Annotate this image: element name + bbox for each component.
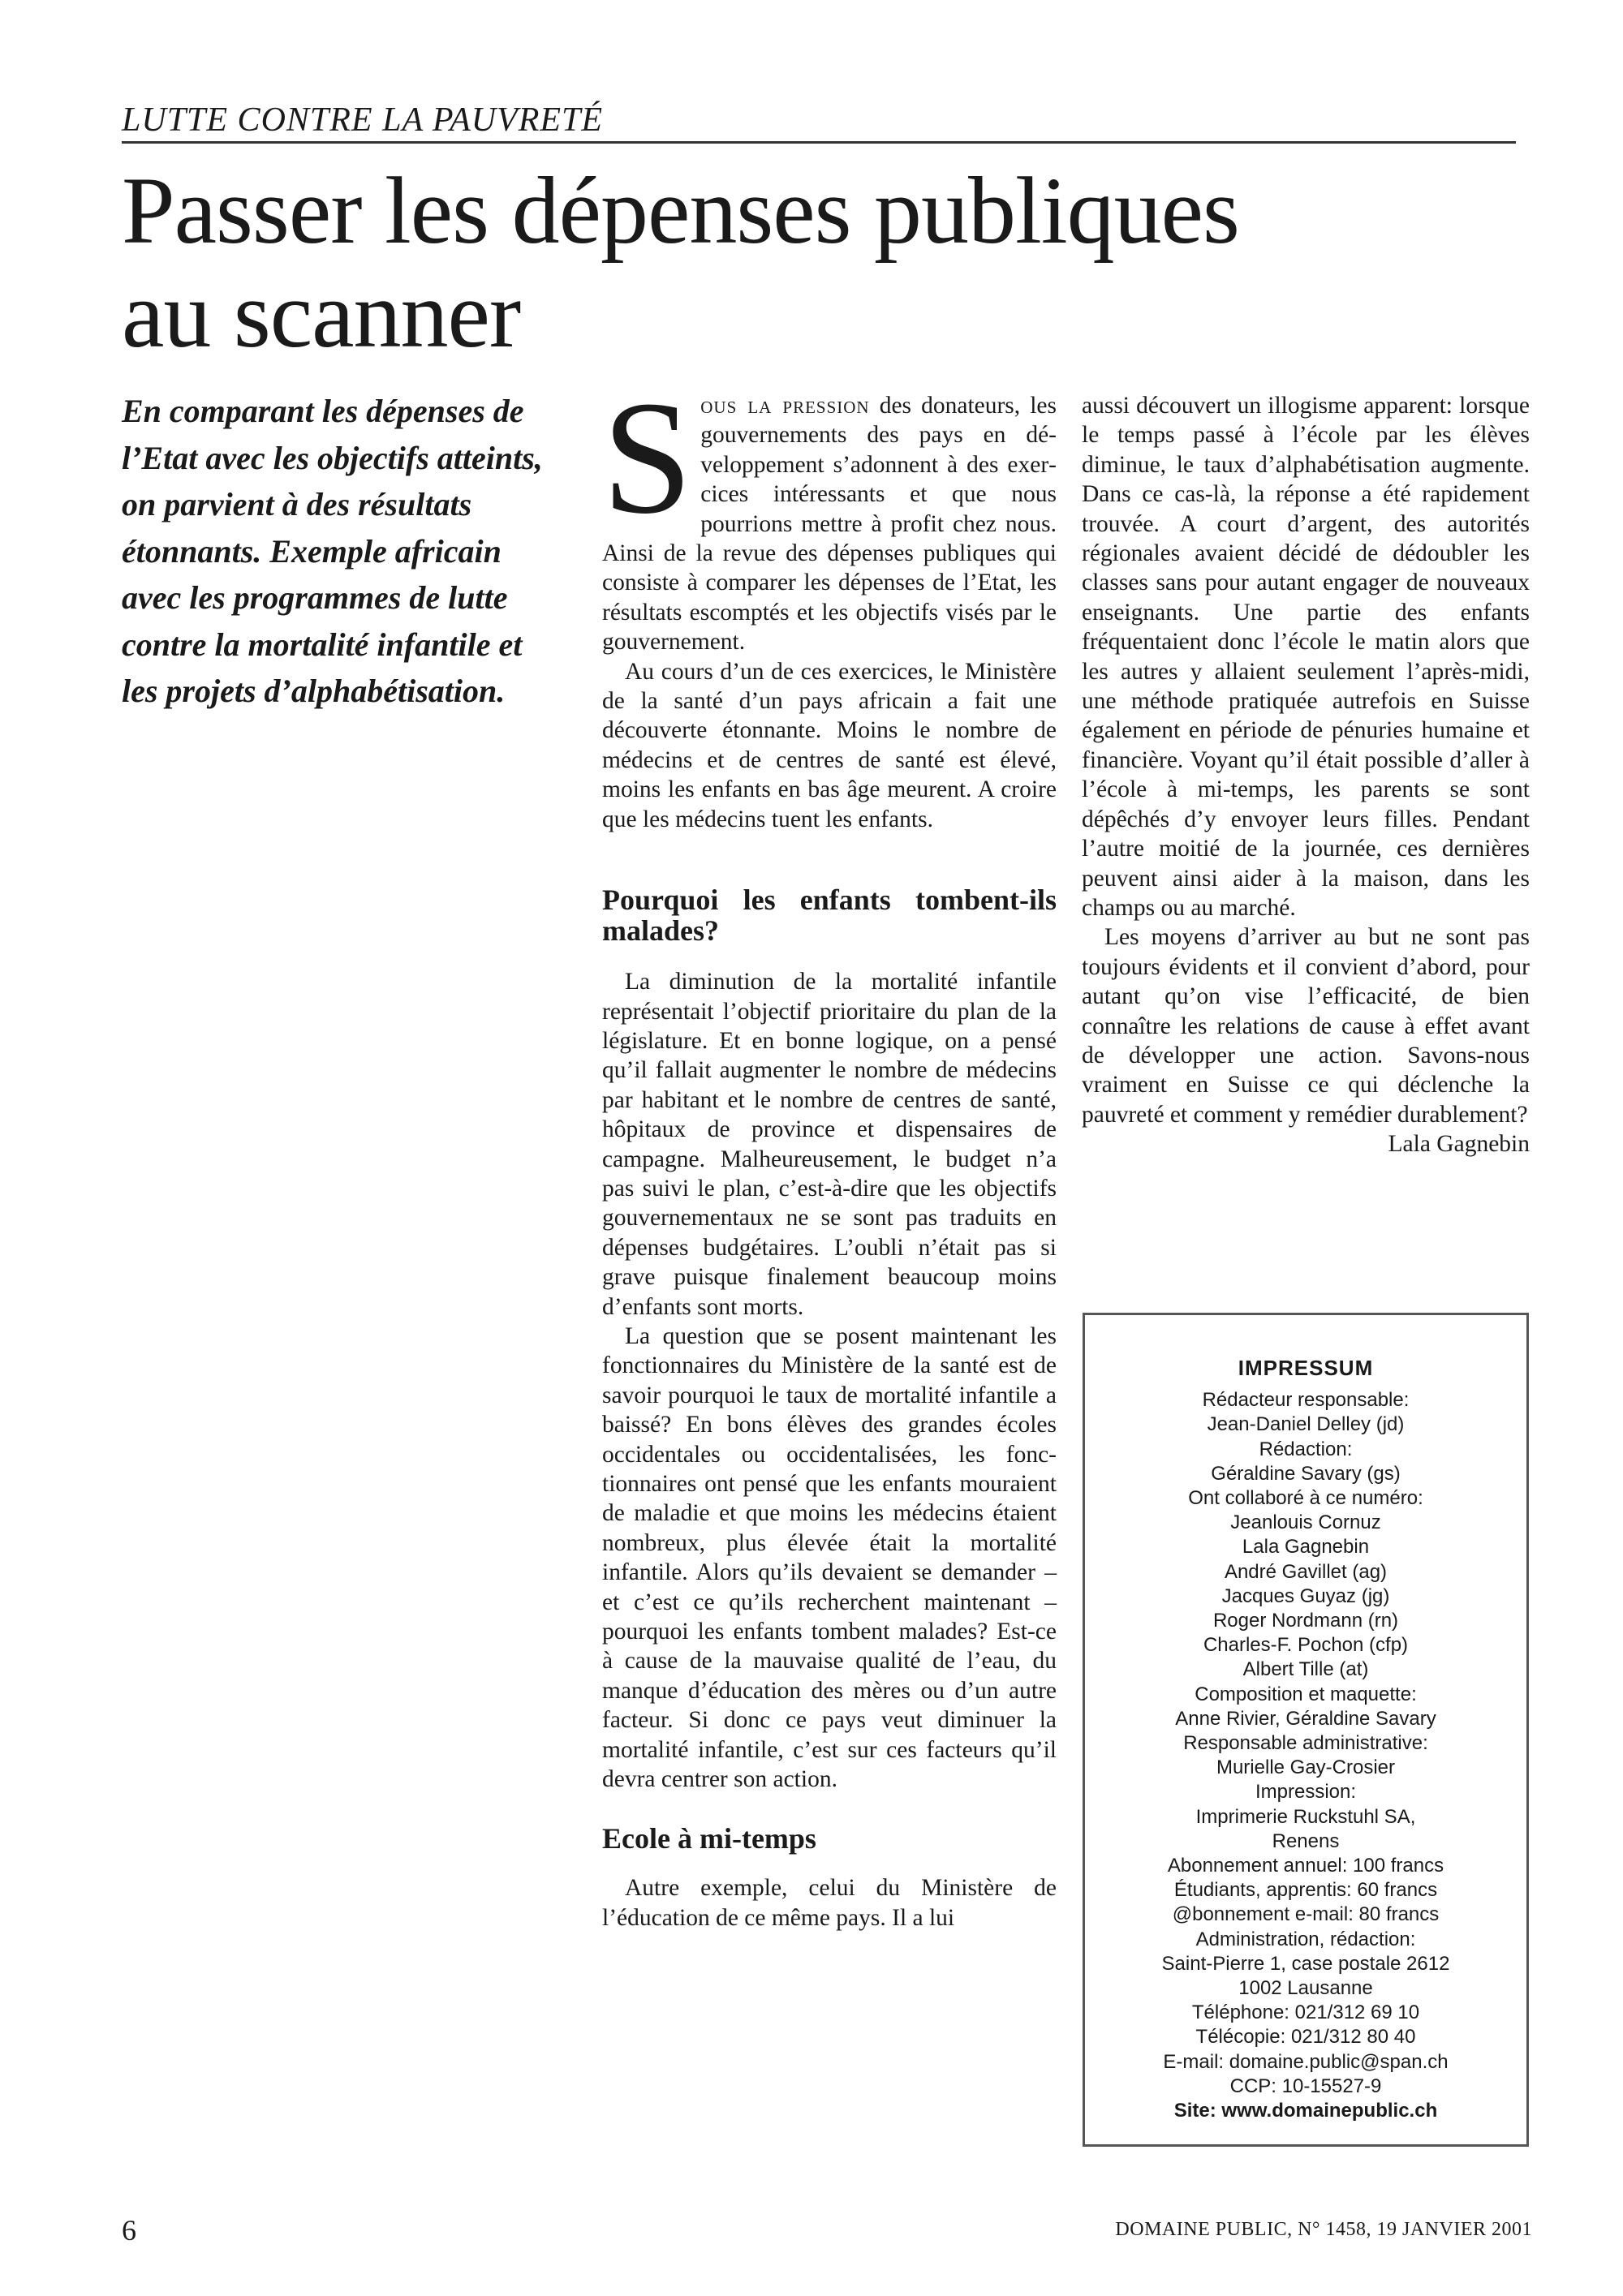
impressum-line: Responsable administrative: bbox=[1183, 1732, 1428, 1755]
impressum-line: Lala Gagnebin bbox=[1242, 1536, 1370, 1559]
impressum-line: Imprimerie Ruckstuhl SA, bbox=[1195, 1805, 1416, 1828]
impressum-line: Ont collaboré à ce numéro: bbox=[1188, 1487, 1423, 1510]
impressum-line: E-mail: domaine.public@span.ch bbox=[1163, 2050, 1449, 2073]
impressum-line: Jacques Guyaz (jg) bbox=[1221, 1584, 1390, 1607]
paragraph-1-text: des donateurs, les gouvernements des pays en développement s’adonnent à des exercices intéressants et que nous pourrions mettre à profit chez nous. Ainsi de la revue des dépenses publiques qui consiste à comparer les dépenses de l’Etat, les résultats escomptés et les objectifs visés par le gouvernement. bbox=[602, 393, 1057, 656]
impressum-line: CCP: 10-15527-9 bbox=[1229, 2075, 1382, 2097]
impressum-line: Étudiants, apprentis: 60 francs bbox=[1173, 1879, 1438, 1902]
impressum-line: Composition et maquette: bbox=[1195, 1683, 1417, 1705]
paragraph-5-continued: aussi découvert un illogisme apparent: lorsque le temps passé à l’école par les élèves diminue, le taux d’alphabétisation augmente. Dans ce cas-là, la réponse a été rapidement trouvée. A court d’argent, des autorités régionales avaient décidé de dédoubler les classes sans pour autant engager de nouveaux enseignants. Une partie des enfants fréquentaient donc l’école le matin alors que les autres y allaient seulement l’après-midi, une méthode pratiquée autrefois en Suisse également en période de pénuries humaine et financière. Voyant qu’il était possible d’aller à l’école à mi-temps, les parents se sont dépêchés d’y envoyer leurs filles. Pendant l’autre moitié de la journée, ces dernières peuvent ainsi aider à la maison, dans les champs ou au marché. bbox=[1082, 393, 1530, 921]
impressum-line: Albert Tille (at) bbox=[1242, 1658, 1369, 1681]
impressum-line: André Gavillet (ag) bbox=[1224, 1560, 1388, 1583]
impressum-line: Renens bbox=[1272, 1829, 1340, 1852]
impressum-line: Roger Nordmann (rn) bbox=[1212, 1610, 1399, 1632]
opening-small-caps: ous la pression bbox=[700, 393, 870, 419]
paragraph-2: Au cours d’un de ces exercices, le Ministère de la santé d’un pays africain a fait une découverte étonnante. Moins le nombre de médecins et de centres de santé est élevé, moins les enfants en bas âge meurent. A croire que les médecins tuent les enfants. bbox=[602, 658, 1057, 832]
page-number: 6 bbox=[122, 2214, 136, 2247]
paragraph-3: La diminution de la mortalité infantile représentait l’objectif prioritaire du plan de la législature. Et en bonne logique, on a pensé qu’il fallait augmenter le nombre de médecins par habitant et le nombre de centres de santé, hôpitaux de province et dispensaires de campagne. Malheureusement, le budget n’a pas suivi le plan, c’est-à-dire que les objectifs gouvernementaux ne se sont pas traduits en dépenses budgétaires. L’oubli n’était pas si grave puisque finalement beaucoup moins d’enfants sont morts. bbox=[602, 969, 1057, 1320]
impressum-line: 1002 Lausanne bbox=[1238, 1977, 1373, 2000]
paragraph-5-start: Autre exemple, celui du Ministère de l’éducation de ce même pays. Il a lui bbox=[602, 1875, 1057, 1931]
article-lead: En comparant les dépenses de l’Etat avec les objectifs atteints, on parvient à des résultats étonnants. Exemple africain avec les programmes de lutte contre la mortalité infantile et les projets d’alphabétisation. bbox=[122, 393, 543, 709]
subheading-half-time-school: Ecole à mi-temps bbox=[602, 1822, 816, 1855]
impressum-line: Murielle Gay-Crosier bbox=[1216, 1756, 1396, 1779]
impressum-line: Télécopie: 021/312 80 40 bbox=[1195, 2026, 1416, 2049]
impressum-line: Impression: bbox=[1255, 1781, 1357, 1804]
impressum-box bbox=[1083, 1313, 1529, 2147]
impressum-line: Rédacteur responsable: bbox=[1202, 1389, 1410, 1412]
impressum-line: Téléphone: 021/312 69 10 bbox=[1191, 2001, 1420, 2024]
paragraph-4: La question que se posent maintenant les fonctionnaires du Ministère de la santé est de savoir pourquoi le taux de mortalité infantile a baissé? En bons élèves des grandes écoles occidentales ou occidentalisées, les fonctionnaires ont pensé que les enfants mouraient de maladie et que moins les médecins étaient nombreux, plus élevée était la mortalité infantile. Alors qu’ils devaient se demander – et c’est ce qu’ils recherchent maintenant – pourquoi les enfants tombent malades? Est-ce à cause de la mauvaise qualité de l’eau, du manque d’éducation des mères ou d’un autre facteur. Si donc ce pays veut diminuer la mortalité infantile, c’est sur ces facteurs qu’il devra centrer son action. bbox=[602, 1322, 1057, 1793]
impressum-line: Abonnement annuel: 100 francs bbox=[1167, 1855, 1444, 1877]
impressum-line: Anne Rivier, Géraldine Savary bbox=[1175, 1707, 1436, 1730]
paragraph-1 bbox=[602, 368, 1057, 657]
article-column-3 bbox=[1082, 391, 1530, 1159]
title-line-2: au scanner bbox=[122, 261, 521, 368]
section-rubric: LUTTE CONTRE LA PAUVRETÉ bbox=[122, 99, 1516, 144]
subheading-sick-children: Pourquoi les enfants tombent-ils malades? bbox=[602, 884, 1057, 948]
drop-cap: S bbox=[602, 368, 693, 548]
impressum-line: Saint-Pierre 1, case postale 2612 bbox=[1161, 1952, 1450, 1975]
impressum-line: @bonnement e-mail: 80 francs bbox=[1172, 1903, 1440, 1926]
impressum-heading: IMPRESSUM bbox=[1238, 1356, 1374, 1380]
impressum-lines bbox=[1093, 1388, 1518, 2099]
impressum-line: Géraldine Savary (gs) bbox=[1211, 1462, 1401, 1485]
impressum-website: Site: www.domainepublic.ch bbox=[1173, 2100, 1438, 2122]
paragraph-6: Les moyens d’arriver au but ne sont pas toujours évidents et il convient d’abord, pour autant qu’on vise l’efficacité, de bien connaître les relations de cause à effet avant de développer une action. Savons-nous vraiment en Suisse ce qui déclenche la pauvreté et comment y remédier durablement? bbox=[1082, 924, 1530, 1128]
impressum-line: Administration, rédaction: bbox=[1195, 1928, 1416, 1950]
publication-info: DOMAINE PUBLIC, N° 1458, 19 JANVIER 2001 bbox=[1115, 2219, 1532, 2240]
author-signature: Lala Gagnebin bbox=[1388, 1131, 1530, 1158]
title-line-1: Passer les dépenses publiques bbox=[122, 157, 1239, 264]
impressum-line: Rédaction: bbox=[1259, 1438, 1353, 1460]
article-column-2 bbox=[602, 368, 1057, 1933]
impressum-line: Jeanlouis Cornuz bbox=[1230, 1511, 1381, 1534]
impressum-line: Charles-F. Pochon (cfp) bbox=[1203, 1634, 1409, 1657]
article-title bbox=[122, 159, 1516, 367]
impressum-line: Jean-Daniel Delley (jd) bbox=[1207, 1413, 1405, 1436]
